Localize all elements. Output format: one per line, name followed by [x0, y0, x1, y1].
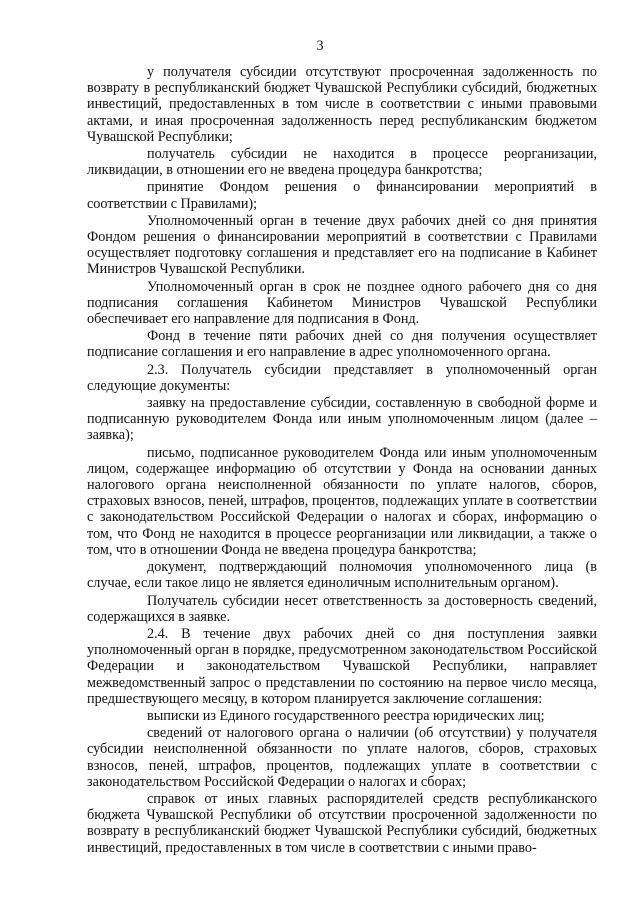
paragraph: 2.4. В течение двух рабочих дней со дня поступления заявки уполномоченный орган в порядке, предусмотренном законодательством Российской Федерации и законодательством Чувашской Республики, направляет межведомственный запрос о представлении по состоянию на первое число месяца, предшествующего месяцу, в котором планируется заключение соглашения:	[87, 625, 597, 707]
paragraph: Получатель субсидии несет ответственность за достоверность сведений, содержащихся в заявке.	[87, 592, 597, 625]
paragraph: документ, подтверждающий полномочия уполномоченного лица (в случае, если такое лицо не является единоличным исполнительным органом).	[87, 559, 597, 592]
paragraph: сведений от налогового органа о наличии (об отсутствии) у получателя субсидии неисполненной обязанности по уплате налогов, сборов, страховых взносов, пеней, штрафов, процентов, подлежащих уплате в соответствии с законодательством Российской Федерации о налогах и сборах;	[87, 725, 597, 790]
page-number: 3	[316, 38, 324, 54]
paragraph: получатель субсидии не находится в процессе реорганизации, ликвидации, в отношении его не введена процедура банкротства;	[87, 146, 597, 179]
paragraph: справок от иных главных распорядителей средств республиканского бюджета Чувашской Республики об отсутствии просроченной задолженности по возврату в республиканский бюджет Чувашской Республики субсидий, бюджетных инвестиций, предоставленных в том числе в соответствии с иными право-	[87, 790, 597, 856]
document-body	[87, 64, 597, 857]
paragraph: письмо, подписанное руководителем Фонда или иным уполномоченным лицом, содержащее информацию об отсутствии у Фонда на основании данных налогового органа неисполненной обязанности по уплате налогов, сборов, страховых взносов, пеней, штрафов, процентов, подлежащих уплате в соответствии с законодательством Российской Федерации о налогах и сборах, информацию о том, что Фонд не находится в процессе реорганизации или ликвидации, а также о том, что в отношении Фонда не введена процедура банкротства;	[87, 444, 597, 558]
paragraph: у получателя субсидии отсутствуют просроченная задолженность по возврату в республиканский бюджет Чувашской Республики субсидий, бюджетных инвестиций, предоставленных в том числе в соответствии с иными правовыми актами, и иная просроченная задолженность перед республиканским бюджетом Чувашской Республики;	[87, 64, 597, 145]
paragraph: заявку на предоставление субсидии, составленную в свободной форме и подписанную руководителем Фонда или иным уполномоченным лицом (далее – заявка);	[87, 395, 597, 444]
paragraph: принятие Фондом решения о финансировании мероприятий в соответствии с Правилами);	[87, 179, 597, 212]
paragraph: Уполномоченный орган в срок не позднее одного рабочего дня со дня подписания соглашения Кабинетом Министров Чувашской Республики обеспечивает его направление для подписания в Фонд.	[87, 278, 597, 328]
paragraph: выписки из Единого государственного реестра юридических лиц;	[147, 707, 545, 724]
paragraph: Фонд в течение пяти рабочих дней со дня получения осуществляет подписание соглашения и его направление в адрес уполномоченного органа.	[87, 328, 597, 361]
paragraph: Уполномоченный орган в течение двух рабочих дней со дня принятия Фондом решения о финансировании мероприятий в соответствии с Правилами осуществляет подготовку соглашения и представляет его на подписание в Кабинет Министров Чувашской Республики.	[87, 212, 597, 278]
paragraph: 2.3. Получатель субсидии представляет в уполномоченный орган следующие документы:	[87, 361, 597, 394]
